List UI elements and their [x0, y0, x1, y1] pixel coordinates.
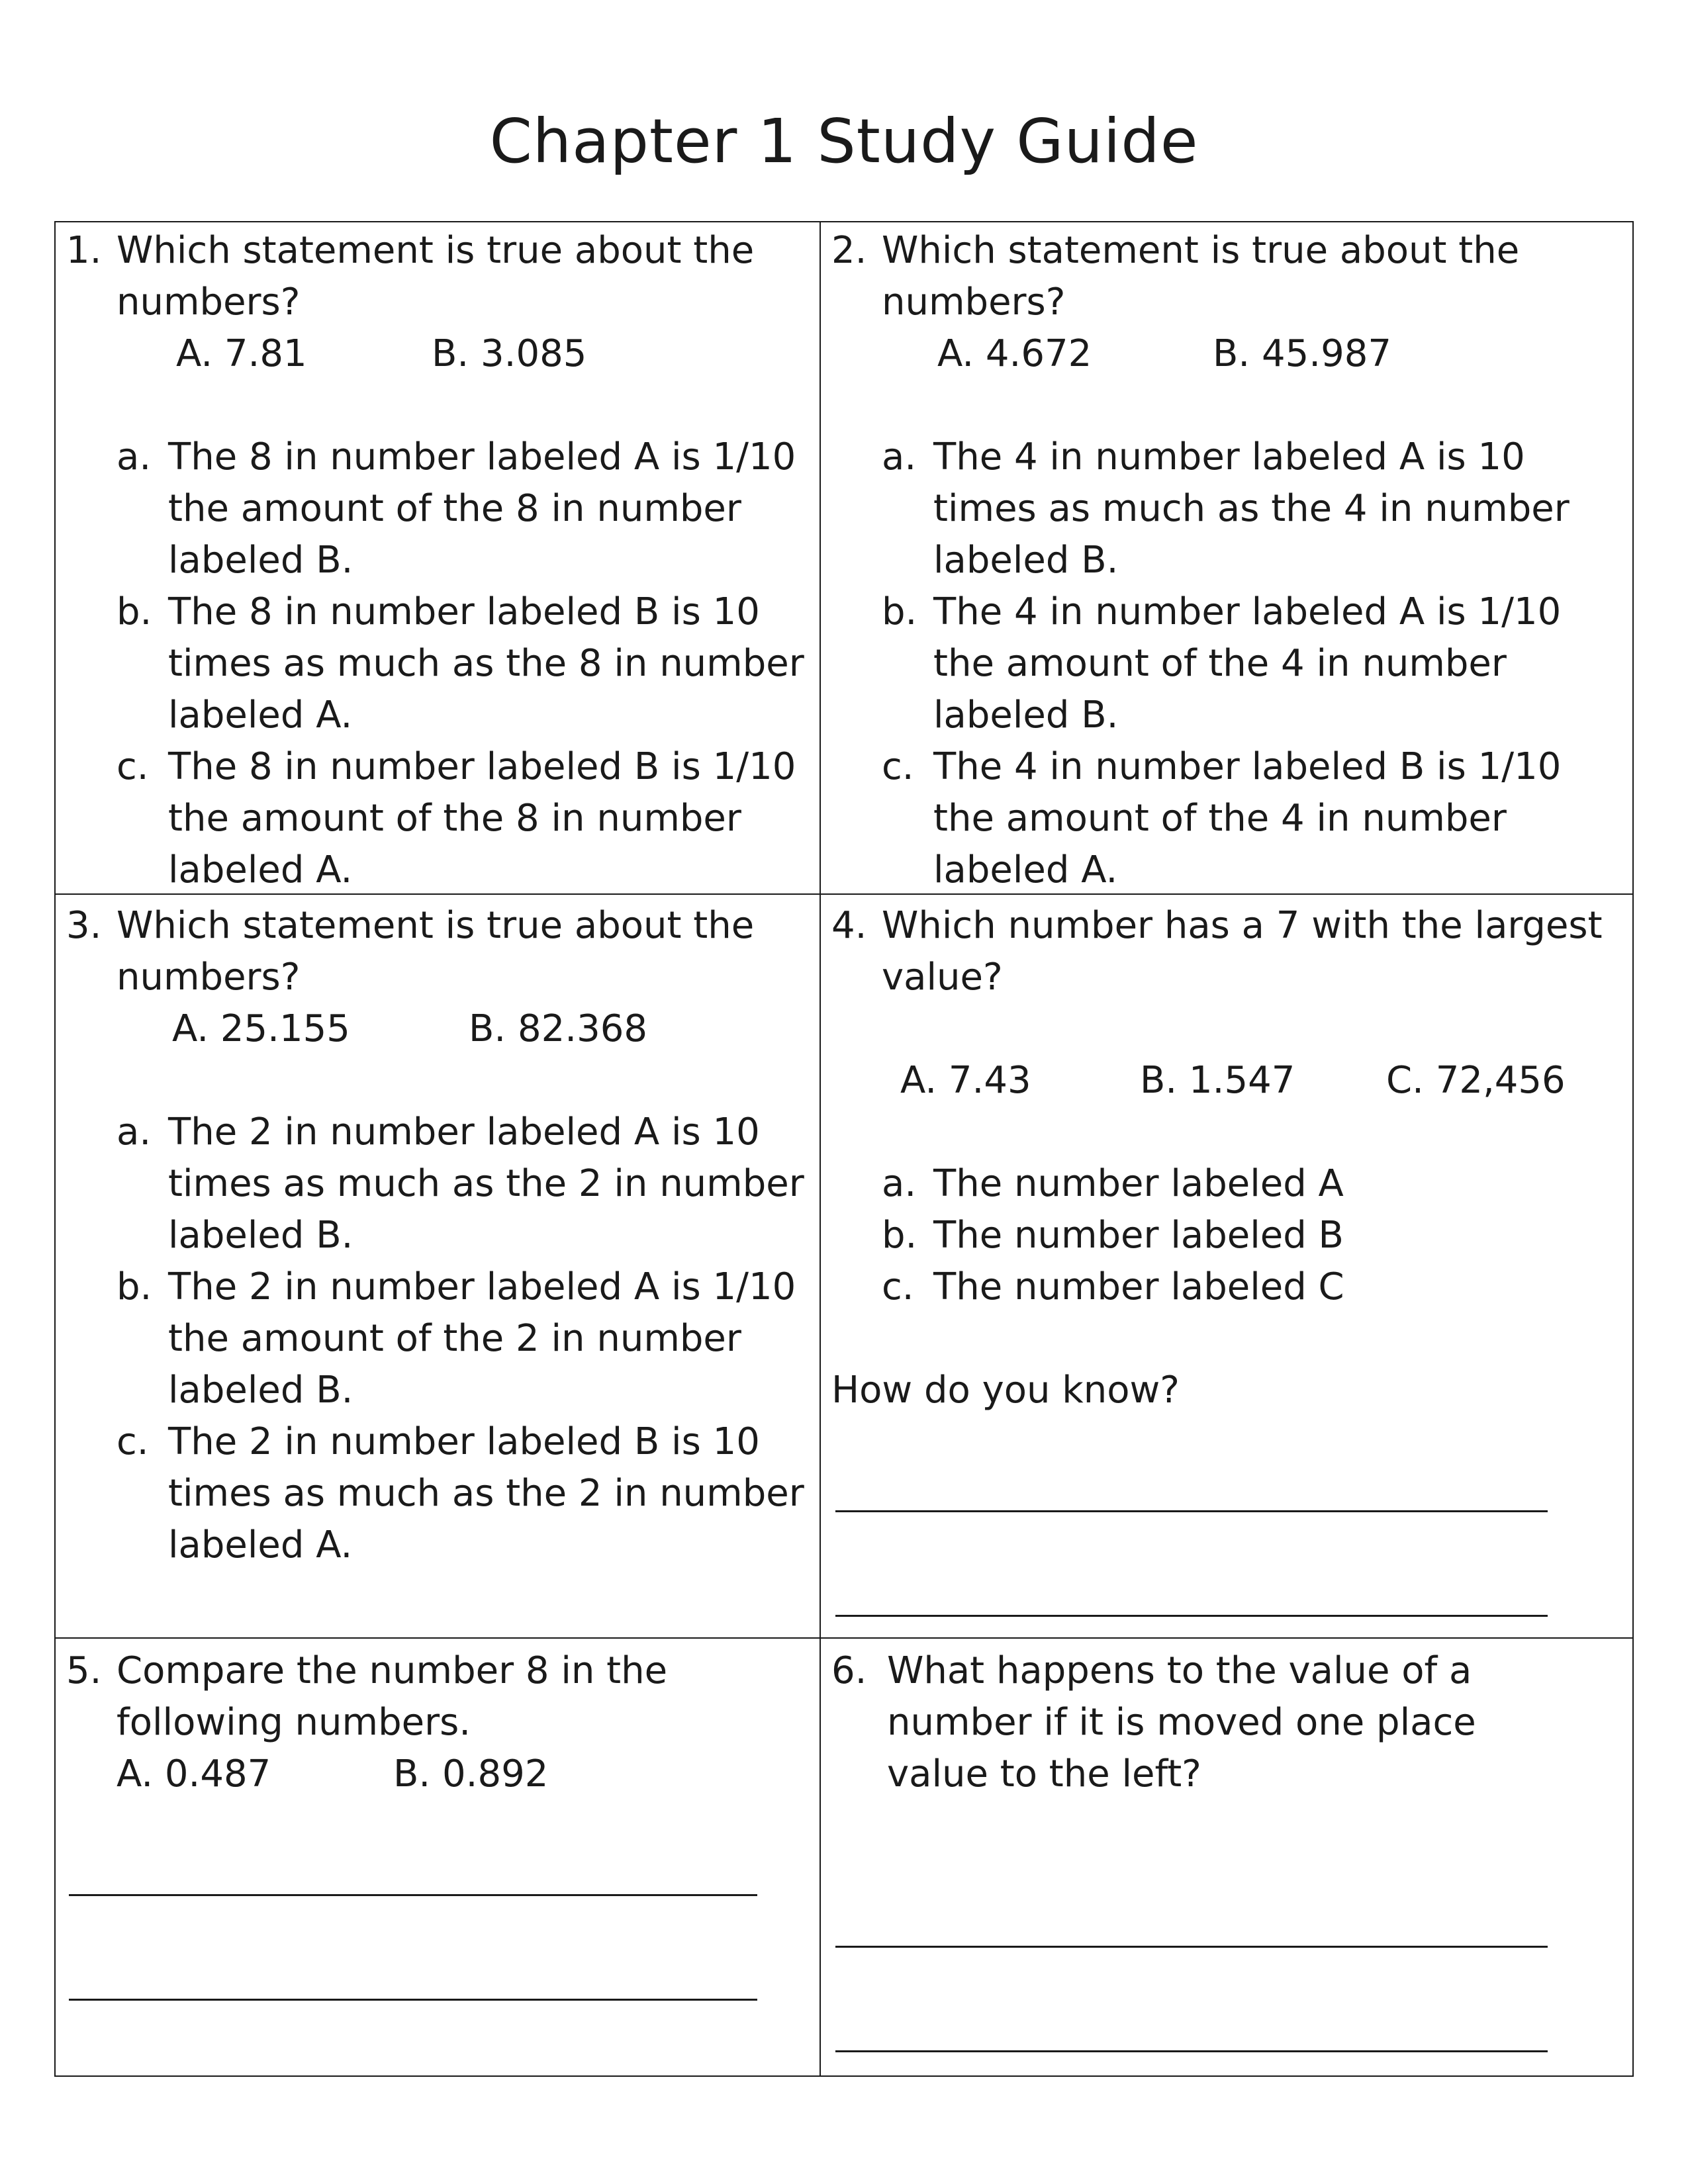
choice-b[interactable]: [882, 1210, 1619, 1261]
answer-choices: [831, 432, 1619, 896]
grid-divider-vertical: [820, 221, 821, 2077]
question-4: [831, 900, 1619, 1416]
choice-text: The 4 in number labeled B is 1/10 the amount of the 4 in number labeled A.: [933, 745, 1562, 891]
grid-divider-row-2: [54, 1637, 1634, 1639]
choice-c[interactable]: [117, 1416, 808, 1571]
answer-choices: [66, 432, 808, 896]
followup-question: How do you know?: [831, 1369, 1180, 1412]
question-6: [831, 1645, 1586, 1800]
choice-text: The number labeled B: [933, 1214, 1344, 1257]
question-prompt: Which statement is true about the numbers?: [117, 229, 755, 324]
choice-text: The 4 in number labeled A is 10 times as much as the 4 in number labeled B.: [933, 435, 1570, 582]
choice-text: The 8 in number labeled A is 1/10 the amount of the 8 in number labeled B.: [168, 435, 796, 582]
number-b: B. 82.368: [469, 1007, 647, 1050]
choice-b[interactable]: [117, 1261, 808, 1416]
number-a: A. 7.43: [900, 1059, 1031, 1102]
choice-a[interactable]: [882, 1158, 1619, 1210]
choice-label: a.: [117, 435, 152, 478]
choice-text: The 2 in number labeled A is 1/10 the amount of the 2 in number labeled B.: [168, 1265, 796, 1412]
answer-choices: [831, 1158, 1619, 1313]
choice-label: b.: [117, 590, 152, 633]
answer-line-6b[interactable]: [835, 2050, 1548, 2052]
choice-label: c.: [882, 1265, 914, 1308]
question-prompt: Which statement is true about the numbers?: [882, 229, 1520, 324]
number-b: B. 3.085: [432, 332, 587, 375]
number-a: A. 0.487: [117, 1752, 271, 1796]
answer-line-5a[interactable]: [69, 1894, 757, 1896]
choice-label: c.: [882, 745, 914, 788]
choice-text: The 2 in number labeled B is 10 times as much as the 2 in number labeled A.: [168, 1420, 804, 1567]
page-title: Chapter 1 Study Guide: [489, 106, 1199, 177]
number-set: [831, 328, 1619, 380]
question-prompt: Which number has a 7 with the largest value?: [882, 904, 1603, 999]
number-c: C. 72,456: [1386, 1059, 1566, 1102]
choice-text: The 4 in number labeled A is 1/10 the amount of the 4 in number labeled B.: [933, 590, 1562, 737]
answer-line-4b[interactable]: [835, 1615, 1548, 1617]
number-set: [66, 1749, 808, 1800]
choice-a[interactable]: [117, 1107, 808, 1261]
question-2: [831, 225, 1619, 896]
choice-text: The 8 in number labeled B is 10 times as much as the 8 in number labeled A.: [168, 590, 804, 737]
choice-label: a.: [882, 1162, 917, 1205]
answer-line-5b[interactable]: [69, 1999, 757, 2001]
number-set: [66, 1003, 808, 1055]
question-number: 1.: [66, 229, 102, 272]
choice-b[interactable]: [117, 586, 808, 741]
choice-a[interactable]: [882, 432, 1619, 586]
question-number: 6.: [831, 1649, 867, 1692]
question-number: 2.: [831, 229, 867, 272]
question-number: 5.: [66, 1649, 102, 1692]
question-1: [66, 225, 808, 896]
answer-line-6a[interactable]: [835, 1946, 1548, 1948]
choice-label: b.: [882, 1214, 917, 1257]
question-number: 4.: [831, 904, 867, 947]
number-a: A. 25.155: [172, 1007, 350, 1050]
choice-label: a.: [117, 1111, 152, 1154]
choice-text: The number labeled C: [933, 1265, 1344, 1308]
number-a: A. 7.81: [176, 332, 307, 375]
choice-label: b.: [117, 1265, 152, 1308]
choice-a[interactable]: [117, 432, 808, 586]
choice-text: The 8 in number labeled B is 1/10 the amount of the 8 in number labeled A.: [168, 745, 796, 891]
question-5: [66, 1645, 808, 1800]
number-b: B. 45.987: [1213, 332, 1391, 375]
answer-choices: [66, 1107, 808, 1571]
choice-c[interactable]: [117, 741, 808, 896]
number-set: [831, 1055, 1619, 1107]
question-number: 3.: [66, 904, 102, 947]
question-prompt: Which statement is true about the numbers?: [117, 904, 755, 999]
choice-label: c.: [117, 745, 149, 788]
choice-c[interactable]: [882, 741, 1619, 896]
choice-text: The number labeled A: [933, 1162, 1344, 1205]
question-prompt: Compare the number 8 in the following numbers.: [117, 1649, 668, 1744]
number-b: B. 1.547: [1140, 1059, 1295, 1102]
answer-line-4a[interactable]: [835, 1510, 1548, 1512]
choice-c[interactable]: [882, 1261, 1619, 1313]
choice-b[interactable]: [882, 586, 1619, 741]
choice-label: c.: [117, 1420, 149, 1463]
choice-label: a.: [882, 435, 917, 478]
number-set: [66, 328, 808, 380]
number-b: B. 0.892: [393, 1752, 549, 1796]
question-3: [66, 900, 808, 1571]
choice-text: The 2 in number labeled A is 10 times as much as the 2 in number labeled B.: [168, 1111, 804, 1257]
number-a: A. 4.672: [937, 332, 1092, 375]
choice-label: b.: [882, 590, 917, 633]
question-prompt: What happens to the value of a number if it is moved one place value to the left?: [887, 1649, 1476, 1796]
